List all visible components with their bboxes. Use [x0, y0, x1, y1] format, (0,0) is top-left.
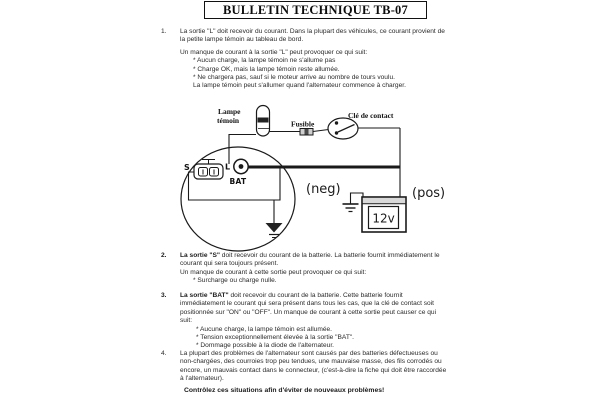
section-2-bullet: * Surcharge ou charge nulle.: [193, 277, 277, 285]
negative-label: (neg): [306, 182, 341, 197]
lamp-label-line2: témoin: [217, 116, 240, 125]
section-1-bullet: * Aucun charge, la lampe témoin ne s'allume pas: [193, 57, 336, 65]
positive-label: (pos): [412, 186, 446, 201]
terminal-l-label: L: [225, 162, 231, 172]
section-2-body-text: doit recevoir du courant de la batterie. La batterie fournit immédiatement le courant qui sera toujours présent.: [180, 252, 440, 268]
section-4-content: [180, 350, 449, 384]
wire-fuse-to-ignition: [313, 130, 329, 132]
section-2: [161, 252, 449, 286]
battery-icon: [362, 197, 406, 232]
section-3-bullet: * Dommage possible à la diode de l'alternateur.: [196, 342, 334, 350]
section-1-bullet: * Charge OK, mais la lampe témoin reste allumée.: [193, 65, 340, 73]
section-1-note: La lampe témoin peut s'allumer quand l'alternateur commence à charger.: [193, 82, 406, 90]
lamp-label-line1: Lampe: [218, 107, 241, 116]
section-3-content: [180, 292, 449, 351]
section-3-body-text: doit recevoir du courant de la batterie. Cette batterie fournit immédiatement le courant qui sera présent dans tous les cas, que la clé de contact soit positionnée sur "ON" ou "OFF". Un manque de courant à cette sortie peut causer ce qui suit:: [180, 292, 437, 325]
terminal-bat-label: BAT: [229, 177, 247, 186]
section-2-content: [180, 252, 449, 286]
section-1-intro: Un manque de courant à la sortie "L" peut provoquer ce qui suit:: [180, 48, 368, 56]
section-4: [161, 350, 449, 384]
fuse-label: Fusible: [291, 119, 315, 129]
wire-battery-ground: [351, 193, 364, 204]
ignition-switch-icon: [328, 118, 358, 139]
indicator-lamp-icon: [257, 106, 270, 137]
section-3: [161, 292, 449, 351]
section-1-body: La sortie "L" doit recevoir du courant. Dans la plupart des véhicules, ce courant provient de la petite lampe témoin au tableau de bord.: [180, 28, 445, 44]
ignition-label: Clé de contact: [348, 111, 394, 120]
terminal-s-label: S: [184, 163, 190, 172]
section-3-bullet: * Tension exceptionnellement élevée à la sortie "BAT".: [196, 334, 355, 342]
fuse-icon: [300, 129, 313, 136]
closing-statement: Contrôlez ces situations afin d'éviter de nouveaux problèmes!: [184, 387, 385, 394]
section-4-number: 4.: [161, 350, 167, 357]
section-2-body: [180, 252, 449, 269]
section-2-lead: La sortie "S": [180, 252, 220, 259]
section-2-number: 2.: [161, 252, 167, 259]
section-1-bullet: * Ne chargera pas, sauf si le moteur arrive au nombre de tours voulu.: [193, 74, 395, 82]
battery-voltage-label: 12v: [372, 211, 395, 226]
section-3-body: [180, 292, 449, 326]
section-4-body: La plupart des problèmes de l'alternateur sont causés par des batteries défectueuses ou non-chargées, des courroies trop peu tendues, une mauvaise masse, des fils corrodés ou encore, un mauvais contact dans le connecteur, (c'est-à-dire la fiche qui doit être raccordée à l'alternateur).: [180, 350, 447, 383]
section-1-number: 1.: [161, 28, 167, 35]
battery-ground-icon: [343, 204, 359, 212]
bat-terminal-icon: [234, 159, 248, 173]
section-3-lead: La sortie "BAT": [180, 292, 229, 299]
section-2-intro: Un manque de courant à cette sortie peut provoquer ce qui suit:: [180, 268, 367, 276]
section-3-bullet: * Aucune charge, la lampe témoin est allumée.: [196, 325, 332, 333]
page-title: BULLETIN TECHNIQUE TB-07: [223, 2, 408, 17]
alternator-ground-icon: [266, 223, 283, 238]
section-3-number: 3.: [161, 292, 167, 299]
